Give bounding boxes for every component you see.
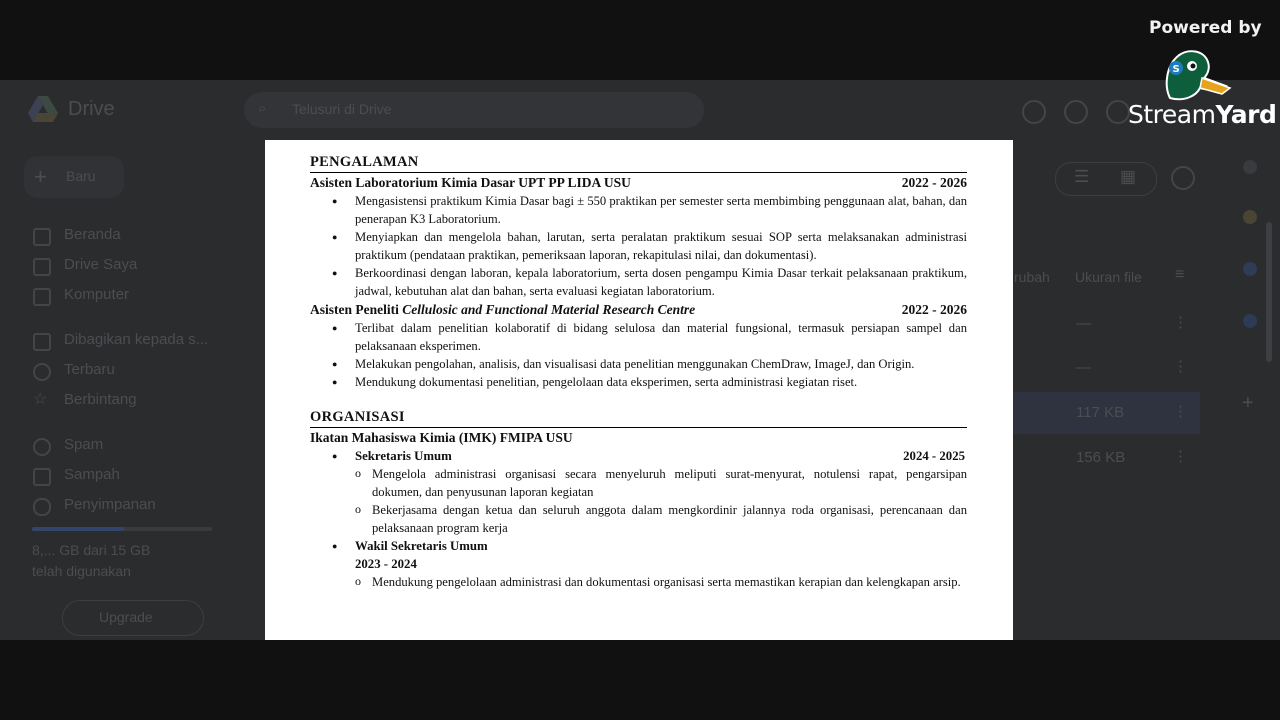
- org-role: [310, 537, 967, 555]
- sidebar-item-shared[interactable]: Dibagikan kepada s...: [64, 331, 209, 348]
- more-options-icon[interactable]: ⋮: [1173, 314, 1188, 331]
- upgrade-storage-button[interactable]: [62, 600, 204, 636]
- cloud-icon: [33, 498, 51, 516]
- sidebar-item-spam[interactable]: Spam: [64, 436, 104, 453]
- document-preview[interactable]: [265, 140, 1013, 640]
- org-role: [310, 447, 967, 465]
- storage-usage-text: 8,... GB dari 15 GB: [32, 542, 151, 558]
- org-name-text: Ikatan Mahasiswa Kimia (IMK) FMIPA USU: [310, 430, 573, 445]
- sidebar-item-recent[interactable]: Terbaru: [64, 361, 115, 378]
- org-role-title: ● Sekretaris Umum: [355, 449, 452, 463]
- shared-icon: [33, 333, 51, 351]
- upgrade-label: Upgrade: [99, 609, 153, 625]
- trash-icon: [33, 468, 51, 486]
- brand-light: Stream: [1128, 100, 1216, 129]
- file-size: —: [1076, 315, 1091, 332]
- tasks-icon[interactable]: [1243, 262, 1257, 276]
- help-icon[interactable]: [1064, 100, 1088, 124]
- column-size-header[interactable]: Ukuran file: [1075, 269, 1142, 285]
- job-title: Asisten Laboratorium Kimia Dasar UPT PP LIDA USU: [310, 175, 631, 190]
- svg-text:S: S: [1172, 64, 1180, 75]
- star-icon: ☆: [33, 391, 48, 408]
- job-title-prefix: Asisten Peneliti: [310, 302, 403, 317]
- file-size: —: [1076, 359, 1091, 376]
- scrollbar[interactable]: [1266, 222, 1272, 362]
- view-toggle[interactable]: [1055, 162, 1157, 196]
- job-years: 2022 - 2026: [901, 302, 967, 317]
- drive-logo-icon: [28, 96, 58, 122]
- file-size: 156 KB: [1076, 449, 1126, 466]
- keep-icon[interactable]: [1243, 210, 1257, 224]
- clock-icon: [33, 363, 51, 381]
- grid-view-icon: ▦: [1120, 167, 1137, 186]
- sidebar-item-starred[interactable]: Berbintang: [64, 391, 137, 408]
- more-options-icon[interactable]: ⋮: [1173, 358, 1188, 375]
- new-button-label: Baru: [66, 168, 96, 184]
- add-addon-icon[interactable]: +: [1242, 392, 1254, 414]
- search-placeholder: Telusuri di Drive: [292, 101, 392, 117]
- storage-bar: [32, 527, 212, 531]
- job-header: [310, 300, 967, 319]
- sidebar-item-my-drive[interactable]: Drive Saya: [64, 256, 138, 273]
- org-name: [310, 428, 967, 447]
- bullet-item: ● Mengasistensi praktikum Kimia Dasar bagi ± 550 praktikan per semester serta membimbing penggunaan alat, bahan, dan penerapan K3 Laboratorium.: [310, 192, 967, 228]
- more-options-icon[interactable]: ⋮: [1173, 403, 1188, 420]
- sidebar-item-storage[interactable]: Penyimpanan: [64, 496, 156, 513]
- section-title-organization: ORGANISASI: [310, 409, 967, 428]
- section-title-experience: PENGALAMAN: [310, 154, 967, 173]
- sub-bullet-item: o Mengelola administrasi organisasi secara menyeluruh meliputi surat-menyurat, notulensi rapat, pengarsipan dokumen, dan penyusunan laporan kegiatan: [310, 465, 967, 501]
- streamyard-duck-logo-icon: [1160, 46, 1232, 104]
- spam-icon: [33, 438, 51, 456]
- bullet-item: ● Terlibat dalam penelitian kolaboratif di bidang selulosa dan material fungsional, termasuk persiapan sampel dan pelaksanaan eksperimen.: [310, 319, 967, 355]
- job-title: [310, 300, 695, 319]
- calendar-icon[interactable]: [1243, 160, 1257, 174]
- sidebar-item-computers[interactable]: Komputer: [64, 286, 130, 303]
- bullet-item: ● Menyiapkan dan mengelola bahan, larutan, serta peralatan praktikum sesuai SOP serta melaksanakan administrasi praktikum (pendataan praktikan, pemeriksaan laporan, rekapitulasi nilai, dan dokumentasi).: [310, 228, 967, 264]
- bullet-item: ● Mendukung dokumentasi penelitian, pengelolaan data eksperimen, serta administrasi kegiatan riset.: [310, 373, 967, 391]
- bullet-item: ● Melakukan pengolahan, analisis, dan visualisasi data penelitian menggunakan ChemDraw, ImageJ, dan Origin.: [310, 355, 967, 373]
- contacts-icon[interactable]: [1243, 314, 1257, 328]
- sidebar-item-trash[interactable]: Sampah: [64, 466, 120, 483]
- list-view-icon: ☰: [1074, 167, 1090, 186]
- file-size: 117 KB: [1076, 404, 1125, 421]
- streamyard-brand: [1128, 100, 1276, 129]
- brand-bold: Yard: [1215, 100, 1277, 129]
- org-role-years: 2023 - 2024: [355, 557, 417, 571]
- org-role-title: ● Wakil Sekretaris Umum: [355, 539, 488, 553]
- storage-usage-text-2: telah digunakan: [32, 563, 131, 579]
- drive-app-name: Drive: [68, 98, 115, 120]
- more-options-icon[interactable]: ⋮: [1173, 448, 1188, 465]
- drive-search-input[interactable]: [244, 92, 704, 128]
- video-bottom-letterbox: [0, 640, 1280, 720]
- computer-icon: [33, 288, 51, 306]
- details-icon[interactable]: [1171, 166, 1195, 190]
- home-icon: [33, 228, 51, 246]
- settings-icon[interactable]: [1106, 100, 1130, 124]
- column-modified-header[interactable]: rubah: [1014, 269, 1050, 285]
- job-years: 2022 - 2026: [901, 175, 967, 190]
- bullet-item: ● Berkoordinasi dengan laboran, kepala laboratorium, serta dosen pengampu Kimia Dasar terkait pelaksanaan praktikum, jadwal, kebutuhan alat dan bahan, serta evaluasi kegiatan laboratorium.: [310, 264, 967, 300]
- sub-bullet-item: o Mendukung pengelolaan administrasi dan dokumentasi organisasi serta memastikan kerapian dan kelengkapan arsip.: [310, 573, 967, 591]
- video-top-letterbox: [0, 0, 1280, 80]
- powered-by-label: Powered by: [1149, 18, 1262, 38]
- sidebar-item-home[interactable]: Beranda: [64, 226, 121, 243]
- sort-icon[interactable]: ≡: [1175, 266, 1185, 283]
- support-icon[interactable]: [1022, 100, 1046, 124]
- job-header: [310, 173, 967, 192]
- new-button[interactable]: [24, 156, 124, 198]
- drive-icon: [33, 258, 51, 276]
- plus-icon: +: [34, 164, 47, 189]
- document-content: [310, 154, 967, 591]
- search-icon: ⌕: [258, 100, 267, 117]
- job-title-organization: Cellulosic and Functional Material Research Centre: [402, 302, 696, 317]
- org-role-years: 2024 - 2025: [903, 449, 965, 463]
- sub-bullet-item: o Bekerjasama dengan ketua dan seluruh anggota dalam mengkordinir jalannya roda organisasi, perencanaan dan pelaksanaan program kerja: [310, 501, 967, 537]
